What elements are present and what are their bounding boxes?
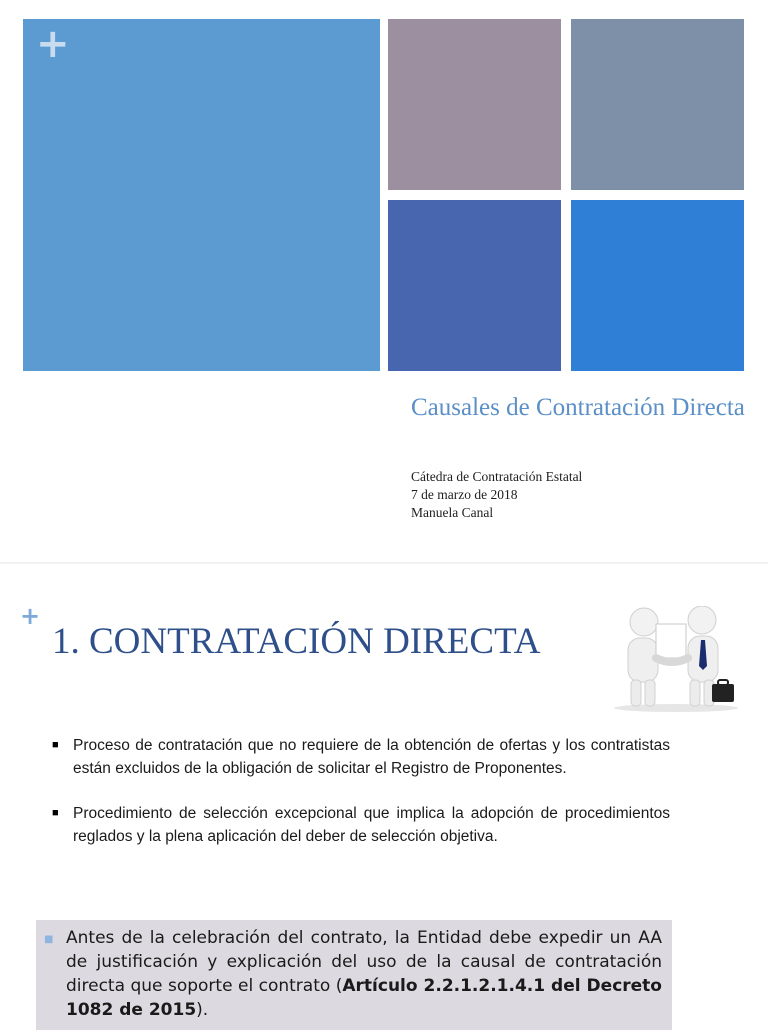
mauve-block (388, 19, 561, 190)
list-item (50, 802, 670, 848)
section-heading: 1. CONTRATACIÓN DIRECTA (52, 621, 541, 662)
list-item-text: Proceso de contratación que no requiere de la obtención de ofertas y los contratistas están excluidos de la obligación de solicitar el Registro de Proponentes. (73, 737, 670, 777)
plus-icon: + (36, 21, 70, 67)
course-name: Cátedra de Contratación Estatal (411, 469, 583, 484)
bullet-marker-icon: ■ (52, 807, 59, 819)
callout-text: Antes de la celebración del contrato, la Entidad debe expedir un AA de justificación y explicación del uso de la causal de contratación directa que soporte el contrato (Artículo 2.2.1.2.1.4.1 del Decreto 1082 de 2015). (66, 928, 662, 1020)
bullet-list (50, 734, 670, 870)
content-slide (0, 564, 768, 1024)
date: 7 de marzo de 2018 (411, 487, 518, 502)
bullet-marker-icon: ■ (44, 934, 54, 945)
slate-block (571, 19, 744, 190)
slide-title: Causales de Contratación Directa (411, 394, 745, 421)
list-item-text: Procedimiento de selección excepcional que implica la adopción de procedimientos reglados y la plena aplicación del deber de selección objetiva. (73, 805, 670, 845)
bright-blue-block (571, 200, 744, 371)
author: Manuela Canal (411, 505, 494, 520)
bullet-marker-icon: ■ (52, 739, 59, 751)
slide-subtitle (411, 468, 582, 522)
large-blue-block (23, 19, 380, 371)
indigo-block (388, 200, 561, 371)
highlight-callout (36, 920, 672, 1030)
legal-reference: Artículo 2.2.1.2.1.4.1 del Decreto 1082 de 2015 (66, 976, 662, 1020)
plus-icon: + (20, 602, 41, 630)
list-item (50, 734, 670, 780)
handshake-figures-icon (606, 606, 746, 714)
